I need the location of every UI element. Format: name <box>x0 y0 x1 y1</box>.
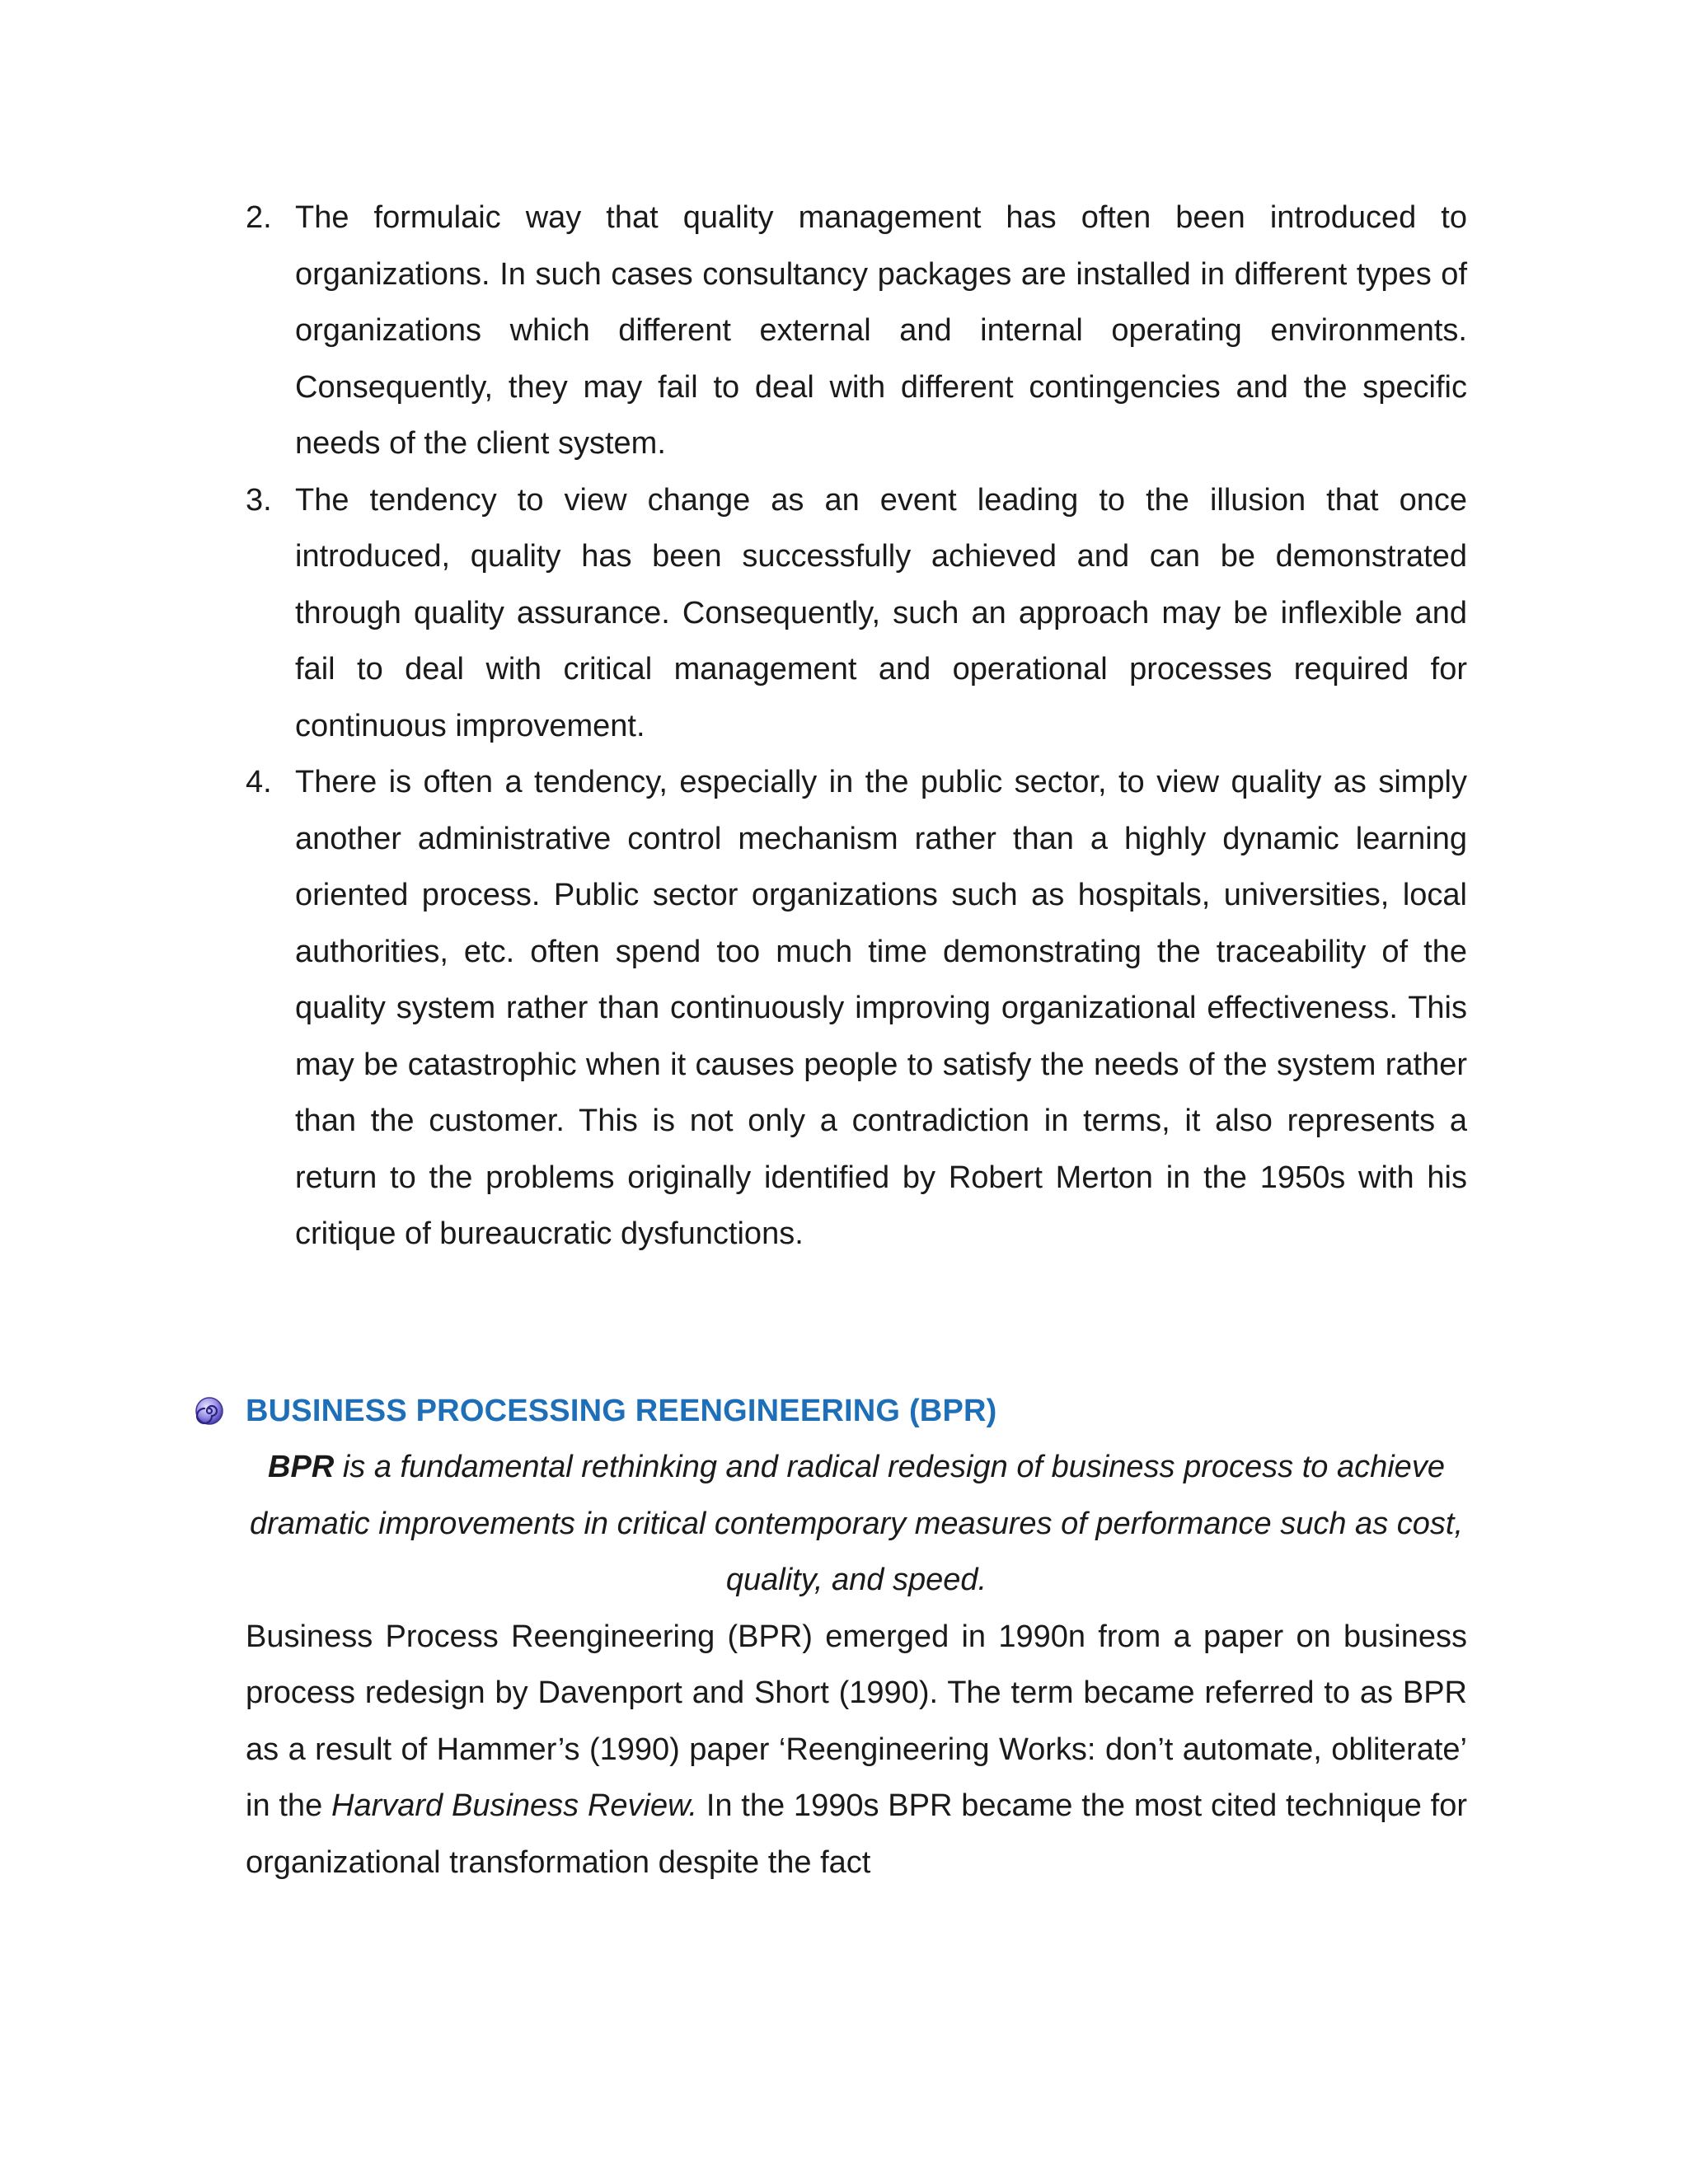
list-number: 2. <box>246 200 272 235</box>
section-heading <box>195 1383 1467 1439</box>
body-paragraph <box>246 1609 1467 1891</box>
list-item-text: The formulaic way that quality management has often been introduced to organizations. In such cases consultancy packages are installed in different types of organizations which different external and internal operating environments. Consequently, they may fail to deal with different contingencies and the specific needs of the client system. <box>295 200 1467 461</box>
list-item-text: There is often a tendency, especially in the public sector, to view quality as simply another administrative control mechanism rather than a highly dynamic learning oriented process. Public sector organizations such as hospitals, universities, local authorities, etc. often spend too much time demonstrating the traceability of the quality system rather than continuously improving organizational effectiveness. This may be catastrophic when it causes people to satisfy the needs of the system rather than the customer. This is not only a contradiction in terms, it also represents a return to the problems originally identified by Robert Merton in the 1950s with his critique of bureaucratic dysfunctions. <box>295 765 1467 1251</box>
section-title: BUSINESS PROCESSING REENGINEERING (BPR) <box>246 1393 997 1428</box>
list-number: 3. <box>246 482 272 518</box>
body-text-part1: Business Process Reengineering (BPR) emerged in 1990n from a paper on business process redesign by Davenport and Short (1990). The term became referred to as BPR as a result of Hammer’s (1990) paper ‘Reengineering Works: don’t automate, obliterate’ in the <box>246 1619 1467 1823</box>
list-number: 4. <box>246 765 272 799</box>
journal-title: Harvard Business Review. <box>331 1788 698 1823</box>
definition-text: is a fundamental rethinking and radical redesign of business process to achieve dramatic improvements in critical contemporary measures of performance such as cost, quality, and speed. <box>250 1450 1463 1597</box>
list-item <box>246 190 1467 472</box>
list-item-text: The tendency to view change as an event leading to the illusion that once introduced, quality has been successfully achieved and can be demonstrated through quality assurance. Consequently, such an approach may be inflexible and fail to deal with critical management and operational processes required for continuous improvement. <box>295 482 1467 743</box>
spiral-bullet-icon <box>195 1396 224 1426</box>
list-item <box>246 754 1467 1263</box>
definition-term: BPR <box>268 1450 335 1484</box>
body-text-part2: In the 1990s BPR became the most cited technique for organizational transformation despite the fact <box>246 1788 1467 1880</box>
bpr-section <box>195 1383 1467 1891</box>
numbered-list <box>246 190 1467 1263</box>
bpr-definition <box>246 1439 1467 1609</box>
list-item <box>246 472 1467 755</box>
